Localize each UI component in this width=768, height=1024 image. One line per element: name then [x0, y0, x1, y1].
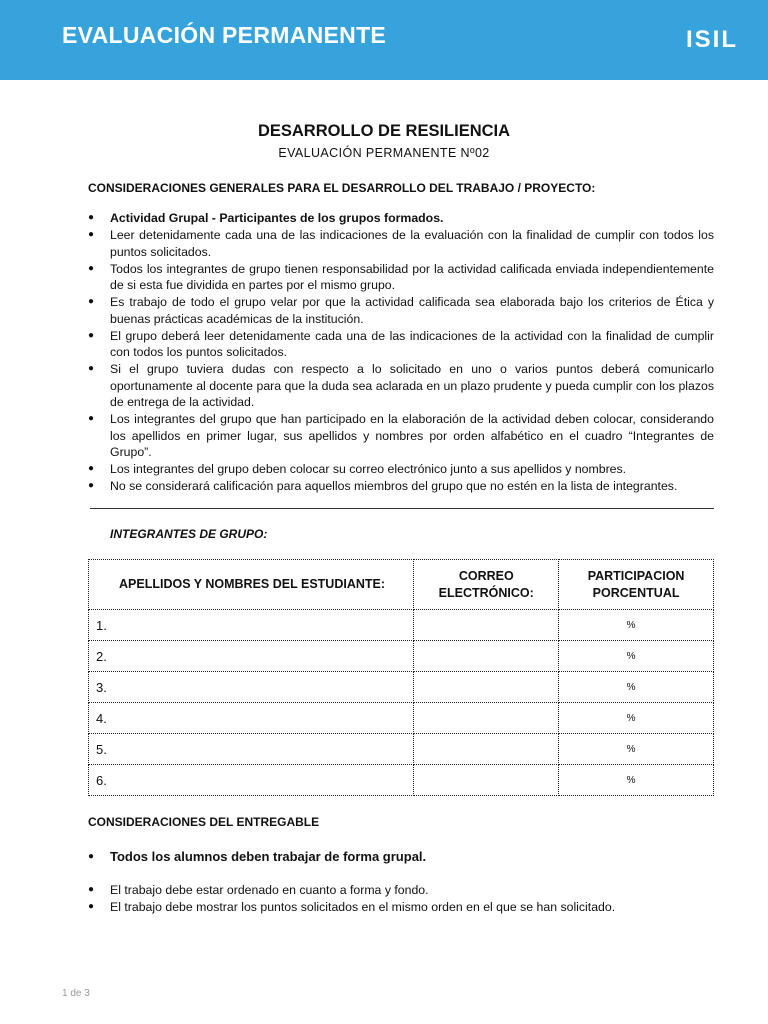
member-percent-cell[interactable]: % — [559, 610, 714, 641]
member-name-cell[interactable]: 4. — [89, 703, 414, 734]
list-item: ● No se considerará calificación para aquellos miembros del grupo que no estén en la lista de integrantes. — [88, 478, 714, 495]
member-name-cell[interactable]: 1. — [89, 610, 414, 641]
header-title: EVALUACIÓN PERMANENTE — [62, 22, 387, 48]
member-email-cell[interactable] — [414, 641, 559, 672]
member-name-cell[interactable]: 6. — [89, 765, 414, 796]
member-email-cell[interactable] — [414, 734, 559, 765]
deliverable-main-list — [88, 849, 714, 866]
table-header-row — [89, 560, 714, 610]
group-members-table — [88, 559, 714, 796]
table-row — [89, 734, 714, 765]
member-percent-cell[interactable]: % — [559, 641, 714, 672]
list-item: ● Leer detenidamente cada una de las indicaciones de la evaluación con la finalidad de cumplir con todos los puntos solicitados. — [88, 227, 714, 260]
deliverable-list — [88, 882, 714, 915]
member-email-cell[interactable] — [414, 765, 559, 796]
list-item: ● El trabajo debe estar ordenado en cuanto a forma y fondo. — [88, 882, 714, 899]
list-item: ● Si el grupo tuviera dudas con respecto a lo solicitado en uno o varios puntos deberá comunicarlo oportunamente al docente para que la duda sea aclarada en un plazo prudente y pueda cumplir con los plazos de entrega de la actividad. — [88, 361, 714, 411]
table-row — [89, 610, 714, 641]
general-considerations-heading: CONSIDERACIONES GENERALES PARA EL DESARROLLO DEL TRABAJO / PROYECTO: — [88, 181, 596, 195]
list-item: ● Todos los alumnos deben trabajar de forma grupal. — [88, 849, 714, 866]
list-item: ● Es trabajo de todo el grupo velar por que la actividad calificada sea elaborada bajo los criterios de Ética y buenas prácticas académicas de la institución. — [88, 294, 714, 327]
section-divider — [90, 508, 714, 509]
member-percent-cell[interactable]: % — [559, 765, 714, 796]
list-item: ● Los integrantes del grupo que han participado en la elaboración de la actividad deben colocar, considerando los apellidos en primer lugar, sus apellidos y nombres por orden alfabético en el cuadro “Integrantes de Grupo”. — [88, 411, 714, 461]
general-considerations-list — [88, 210, 714, 495]
table-row — [89, 765, 714, 796]
member-email-cell[interactable] — [414, 610, 559, 641]
list-item: ● El grupo deberá leer detenidamente cada una de las indicaciones de la actividad con la finalidad de cumplir con todos los puntos solicitados. — [88, 328, 714, 361]
list-item: ● Los integrantes del grupo deben colocar su correo electrónico junto a sus apellidos y nombres. — [88, 461, 714, 478]
member-percent-cell[interactable]: % — [559, 672, 714, 703]
column-header-participation: PARTICIPACION PORCENTUAL — [559, 560, 714, 610]
list-item: ● Actividad Grupal - Participantes de los grupos formados. — [88, 210, 714, 227]
member-percent-cell[interactable]: % — [559, 703, 714, 734]
document-title: DESARROLLO DE RESILIENCIA — [257, 122, 511, 140]
member-name-cell[interactable]: 5. — [89, 734, 414, 765]
column-header-names: APELLIDOS Y NOMBRES DEL ESTUDIANTE: — [89, 560, 414, 610]
group-members-label: INTEGRANTES DE GRUPO: — [110, 527, 268, 541]
member-email-cell[interactable] — [414, 672, 559, 703]
isil-logo: ISIL — [685, 26, 738, 53]
table-row — [89, 703, 714, 734]
member-name-cell[interactable]: 2. — [89, 641, 414, 672]
column-header-email: CORREO ELECTRÓNICO: — [414, 560, 559, 610]
table-row — [89, 672, 714, 703]
member-email-cell[interactable] — [414, 703, 559, 734]
list-item: ● Todos los integrantes de grupo tienen responsabilidad por la actividad calificada enviada independientemente de si esta fue dividida en partes por el mismo grupo. — [88, 261, 714, 294]
table-row — [89, 641, 714, 672]
member-percent-cell[interactable]: % — [559, 734, 714, 765]
list-item: ● El trabajo debe mostrar los puntos solicitados en el mismo orden en el que se han solicitado. — [88, 899, 714, 916]
header-bar — [0, 0, 768, 80]
document-subtitle: EVALUACIÓN PERMANENTE Nº02 — [278, 146, 490, 160]
deliverable-heading: CONSIDERACIONES DEL ENTREGABLE — [88, 815, 320, 829]
member-name-cell[interactable]: 3. — [89, 672, 414, 703]
page-number: 1 de 3 — [62, 988, 90, 999]
